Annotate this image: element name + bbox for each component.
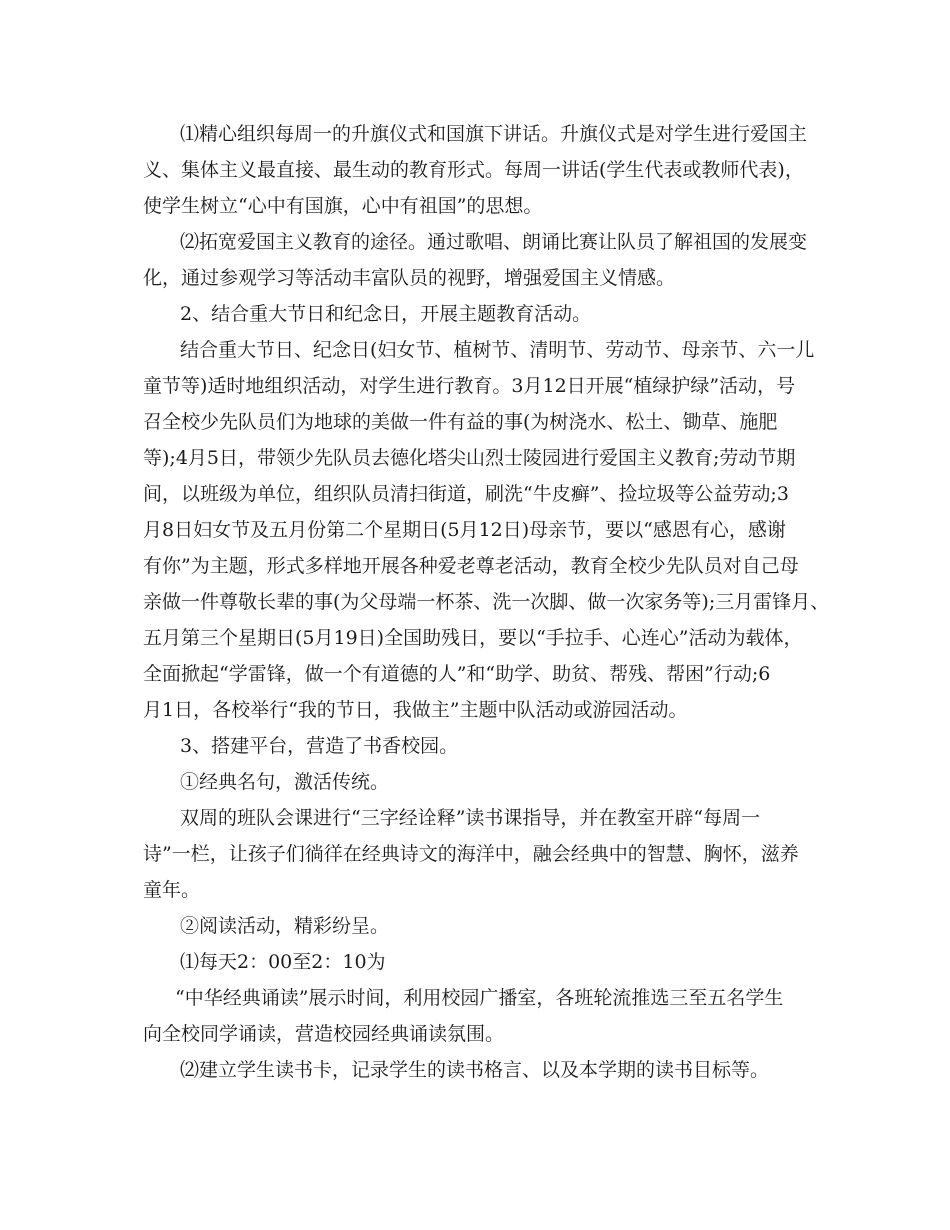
text-line: 童节等)适时地组织活动，对学生进行教育。3月12日开展“植绿护绿”活动，号 (143, 375, 796, 397)
text-line: 全面掀起“学雷锋，做一个有道德的人”和“助学、助贫、帮残、帮困”行动;6 (143, 663, 771, 685)
text-line: 结合重大节日、纪念日(妇女节、植树节、清明节、劳动节、母亲节、六一儿 (180, 339, 815, 361)
text-line: 五月第三个星期日(5月19日)全国助残日，要以“手拉手、心连心”活动为载体， (143, 627, 803, 649)
text-line: ⑴每天2：00至2：10为 (180, 951, 386, 973)
text-line: 等);4月5日，带领少先队员去德化塔尖山烈士陵园进行爱国主义教育;劳动节期 (143, 447, 796, 469)
text-line: 月8日妇女节及五月份第二个星期日(5月12日)母亲节，要以“感恩有心，感谢 (143, 519, 786, 541)
text-line: 双周的班队会课进行“三字经诠释”读书课指导，并在教室开辟“每周一 (180, 807, 761, 829)
text-line: ⑵拓宽爱国主义教育的途径。通过歌唱、朗诵比赛让队员了解祖国的发展变 (180, 231, 808, 253)
section-heading: 3、搭建平台，营造了书香校园。 (180, 735, 459, 757)
text-line: ⑵建立学生读书卡，记录学生的读书格言、以及本学期的读书目标等。 (180, 1059, 770, 1081)
text-line: 月1日，各校举行“我的节日，我做主”主题中队活动或游园活动。 (143, 699, 688, 721)
text-line: 有你”为主题，形式多样地开展各种爱老尊老活动，教育全校少先队员对自己母 (143, 555, 799, 577)
section-heading: 2、结合重大节日和纪念日，开展主题教育活动。 (180, 303, 592, 325)
text-line: 亲做一件尊敬长辈的事(为父母端一杯茶、洗一次脚、做一次家务等);三月雷锋月、 (143, 591, 830, 613)
text-line: 诗”一栏，让孩子们徜徉在经典诗文的海洋中，融会经典中的智慧、胸怀，滋养 (143, 843, 799, 865)
text-line: 间，以班级为单位，组织队员清扫街道，刷洗“牛皮癣”、捡垃圾等公益劳动;3 (143, 483, 789, 505)
subsection-heading: ①经典名句，激活传统。 (180, 771, 390, 793)
subsection-heading: ②阅读活动，精彩纷呈。 (180, 915, 390, 937)
text-line: 义、集体主义最直接、最生动的教育形式。每周一讲话(学生代表或教师代表)， (143, 159, 804, 181)
text-line: 使学生树立“心中有国旗，心中有祖国”的思想。 (143, 195, 543, 217)
text-line: 召全校少先队员们为地球的美做一件有益的事(为树浇水、松土、锄草、施肥 (143, 411, 778, 433)
text-line: 化，通过参观学习等活动丰富队员的视野，增强爱国主义情感。 (143, 267, 676, 289)
text-line: 童年。 (143, 879, 201, 901)
text-line: 向全校同学诵读，营造校园经典诵读氛围。 (143, 1023, 505, 1045)
text-line: ⑴精心组织每周一的升旗仪式和国旗下讲话。升旗仪式是对学生进行爱国主 (180, 123, 808, 145)
text-line: “中华经典诵读”展示时间，利用校园广播室，各班轮流推选三至五名学生 (175, 987, 784, 1009)
